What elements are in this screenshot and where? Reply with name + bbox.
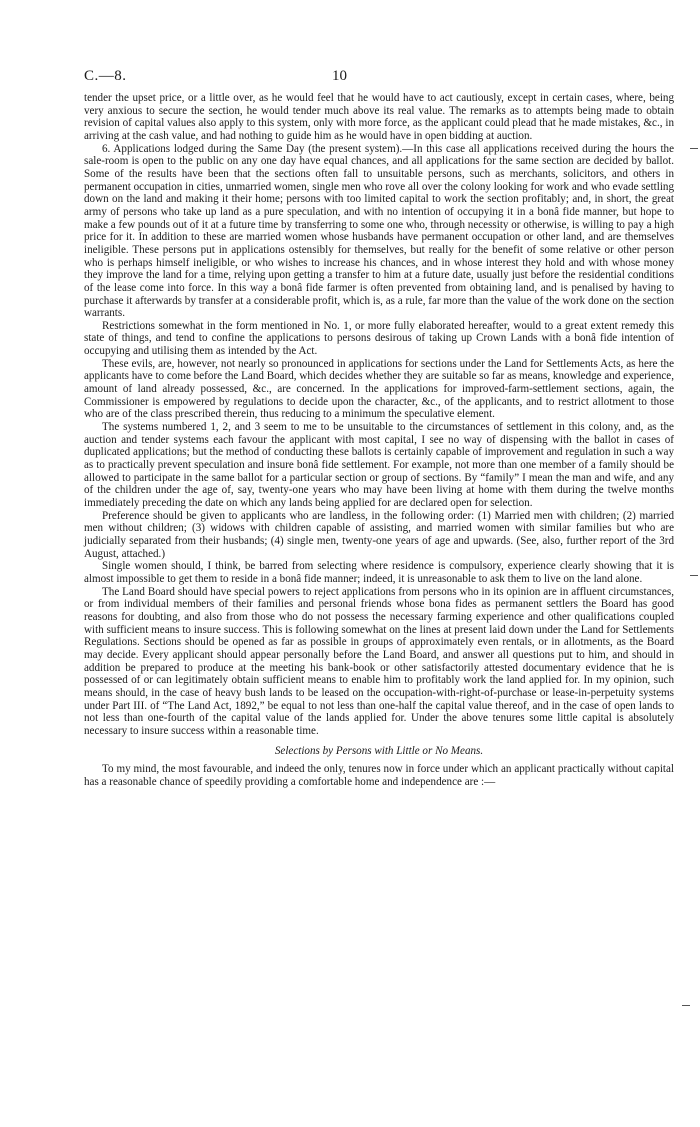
paragraph-restrictions: Restrictions somewhat in the form mentioned in No. 1, or more fully elaborated hereafter, would to a great extent remedy this state of things, and tend to confine the applications to persons desirous of taking up Crown Lands with a bonâ fide intention of occupying and utilising them as intended by the Act.: [84, 319, 674, 358]
paragraph-land-board: The Land Board should have special powers to reject applications from persons who in its opinion are in affluent circumstances, or from individual members of their families and personal friends whose bona fides as permanent settlers the Board has good reasons for doubting, and also from those who do not possess the necessary farming experience and other qualifications coupled with sufficient means to insure success. This is following somewhat on the lines at present laid down under the Land for Settlements Regulations. Sections should be opened as far as possible in groups of approximately even rentals, or in allotments, as the Board may decide. Every applicant should appear personally before the Land Board, and answer all questions put to him, and should in addition be prepared to produce at the meeting his bank-book or other satisfactorily attested documentary evidence that he is possessed of or can legitimately obtain sufficient means to enable him to profitably work the land applied for. In my opinion, such means should, in the case of heavy bush lands to be leased on the occupation-with-right-of-purchase or lease-in-perpetuity systems under Part III. of “The Land Act, 1892,” be equal to not less than one-half the capital value thereof, and in the case of open lands to not less than one-fourth of the capital value of the lands applied for. Under the above tenures some little capital is absolutely necessary to insure success within a reasonable time.: [84, 585, 674, 737]
paragraph-continuation: tender the upset price, or a little over, as he would feel that he would have to act cautiously, except in certain cases, where, being very anxious to secure the section, he would tender much above its real value. The remarks as to attempts being made to obtain revision of capital values also apply to this system, only with more force, as the applicant could plead that he made mistakes, &c., in arriving at the cash value, and had nothing to guide him as he would have in open bidding at auction.: [84, 92, 674, 142]
margin-mark: [690, 148, 698, 149]
paragraph-systems: The systems numbered 1, 2, and 3 seem to me to be unsuitable to the circumstances of settlement in this colony, and, as the auction and tender systems each favour the applicant with most capital, I see no way of dispensing with the ballot in cases of duplicated applications; but the method of conducting these ballots is certainly capable of improvement and regulation in such a way as to practically prevent speculation and insure bonâ fide settlement. For example, not more than one member of a family should be allowed to participate in the same ballot for a particular section or group of sections. By “family” I mean the man and wife, and any of the children under the age of, say, twenty-one years who may have been living at home with them during the twelve months immediately preceding the date on which any lands being applied for are declared open for selection.: [84, 421, 674, 509]
margin-mark: [690, 575, 698, 576]
page-number: 10: [332, 68, 347, 84]
paragraph-single-women: Single women should, I think, be barred from selecting where residence is compulsory, experience clearly showing that it is almost impossible to get them to reside in a bonâ fide manner; indeed, it is unreasonable to ask them to live on the land alone.: [84, 560, 674, 585]
margin-mark: [682, 1005, 690, 1006]
paragraph-applications-same-day: 6. Applications lodged during the Same Day (the present system).—In this case all applications received during the hours the sale-room is open to the public on any one day have equal chances, and all applications for the same section are decided by ballot. Some of the results have been that the sections often fall to unsuitable persons, such as merchants, solicitors, and others in permanent occupation in cities, unmarried women, single men who rove all over the colony looking for work and who evade settling down on the land and making it their home; persons with too limited capital to work the section profitably; and, in short, the great army of persons who take up land as a pure speculation, and with no intention of occupying it in a bonâ fide manner, but hope to make a few pounds out of it at a future time by transferring to some one who, through necessity or otherwise, is willing to pay a high price for it. In addition to these are married women whose husbands have permanent occupation or other land, and are themselves ineligible. These persons put in applications ostensibly for themselves, but really for the benefit of some relative or other person who is perhaps himself ineligible, or who wishes to increase his chances, and in whose interest they hold and with whose money they improve the land for a time, relying upon getting a transfer to him at a future date, usually just before the residential conditions of the lease come into force. In this way a bonâ fide farmer is often prevented from obtaining land, and is penalised by having to purchase it afterwards by transfer at a considerable profit, which is, as a rule, far more than the value of the work done on the section warrants.: [84, 142, 674, 320]
page-header: [84, 68, 674, 88]
paragraph-evils: These evils, are, however, not nearly so pronounced in applications for sections under the Land for Settlements Acts, as here the applicants have to come before the Land Board, which decides whether they are suitable so far as means, knowledge and experience, amount of land already possessed, &c., are concerned. In the applications for improved-farm-settlement sections, again, the Commissioner is empowered by regulations to decide upon the character, &c., of the applicants, and to restrict allotment to those who are of the class prescribed therein, thus reducing to a minimum the speculative element.: [84, 357, 674, 421]
paragraph-preference: Preference should be given to applicants who are landless, in the following order: (1) Married men with children; (2) married men without children; (3) widows with children capable of assisting, and married women with similar families but who are judicially separated from their husbands; (4) single men, twenty-one years of age and upwards. (See, also, further report of the 3rd August, attached.): [84, 509, 674, 560]
paragraph-closing: To my mind, the most favourable, and indeed the only, tenures now in force under which an applicant practically without capital has a reasonable chance of speedily providing a comfortable home and independence are :—: [84, 763, 674, 789]
section-subheading: Selections by Persons with Little or No Means.: [274, 745, 484, 758]
document-body: [84, 92, 674, 789]
document-reference: C.—8.: [84, 68, 127, 84]
